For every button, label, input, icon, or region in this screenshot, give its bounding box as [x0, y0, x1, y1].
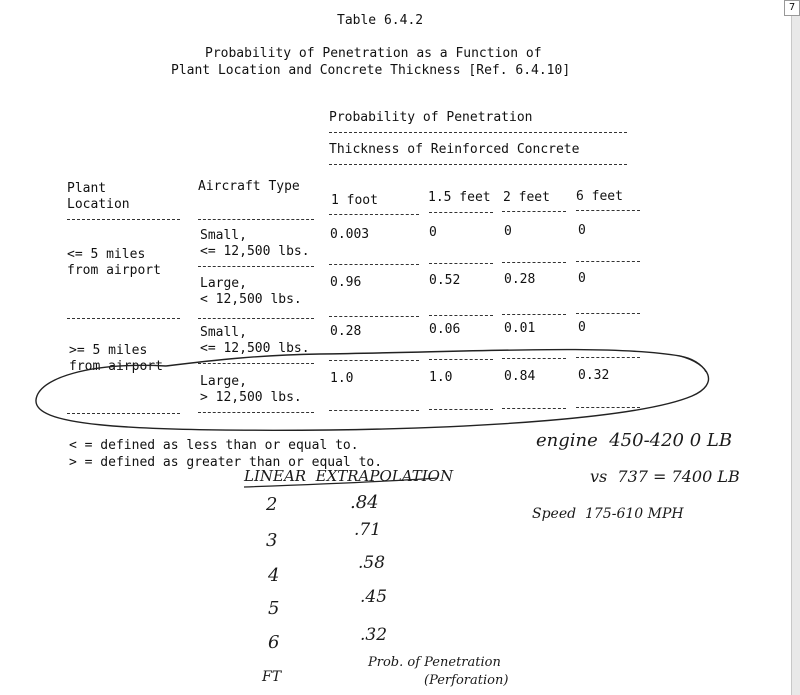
col-thickness-1: 1 foot	[331, 193, 378, 208]
col-location-line1: Plant	[67, 181, 107, 196]
page-number: 7	[784, 0, 800, 16]
extrap-ft: 5	[268, 598, 280, 619]
location-line1: >= 5 miles	[69, 343, 148, 358]
footnote-1: < = defined as less than or equal to.	[69, 438, 359, 453]
location-line2: from airport	[69, 359, 163, 374]
note-vs: vs 737 = 7400 LB	[590, 467, 740, 486]
cell-value: 0	[578, 320, 586, 335]
prob-label-line2: (Perforation)	[424, 673, 509, 688]
aircraft-type-line2: > 12,500 lbs.	[200, 390, 302, 405]
aircraft-type-line2: < 12,500 lbs.	[200, 292, 302, 307]
aircraft-type-line1: Large,	[200, 276, 247, 291]
extrap-ft: 4	[268, 565, 280, 586]
note-speed: Speed 175-610 MPH	[532, 506, 684, 522]
extrap-title: LINEAR EXTRAPOLATION	[244, 467, 454, 485]
prob-label-line1: Prob. of Penetration	[368, 655, 501, 670]
col-thickness-4: 6 feet	[576, 189, 623, 204]
footnote-2: > = defined as greater than or equal to.	[69, 455, 383, 470]
cell-value: 0.84	[504, 369, 536, 384]
location-line1: <= 5 miles	[67, 247, 146, 262]
table-title-line2: Plant Location and Concrete Thickness [Ref. 6.4.10]	[171, 63, 571, 78]
cell-value: 0.01	[504, 321, 536, 336]
aircraft-type-line2: <= 12,500 lbs.	[200, 341, 310, 356]
extrap-prob: .58	[358, 553, 386, 573]
location-line2: from airport	[67, 263, 161, 278]
extrap-ft: 6	[268, 632, 280, 653]
cell-value: 0	[504, 224, 512, 239]
cell-value: 0	[578, 271, 586, 286]
col-aircraft: Aircraft Type	[198, 179, 300, 194]
aircraft-type-line1: Small,	[200, 228, 247, 243]
group-header: Probability of Penetration	[329, 110, 533, 125]
cell-value: 0.32	[578, 368, 610, 383]
subgroup-header: Thickness of Reinforced Concrete	[329, 142, 580, 157]
table-label: Table 6.4.2	[337, 13, 424, 28]
extrap-ft: 3	[266, 530, 278, 551]
extrap-prob: .84	[350, 492, 379, 513]
col-thickness-2: 1.5 feet	[428, 190, 491, 205]
table-title-line1: Probability of Penetration as a Function of	[205, 46, 542, 61]
extrap-ft: 2	[266, 494, 278, 515]
col-location-line2: Location	[67, 197, 130, 212]
cell-value: 0.96	[330, 275, 362, 290]
col-thickness-3: 2 feet	[503, 190, 550, 205]
cell-value: 0.52	[429, 273, 461, 288]
cell-value: 0.003	[330, 227, 370, 242]
note-engine: engine 450-420 0 LB	[536, 430, 733, 451]
aircraft-type-line1: Large,	[200, 374, 247, 389]
extrap-prob: .71	[354, 520, 382, 540]
cell-value: 0.28	[504, 272, 536, 287]
ft-label: FT	[262, 669, 282, 685]
extrap-prob: .45	[360, 587, 388, 607]
cell-value: 1.0	[429, 370, 453, 385]
cell-value: 0	[429, 225, 437, 240]
aircraft-type-line2: <= 12,500 lbs.	[200, 244, 310, 259]
cell-value: 1.0	[330, 371, 354, 386]
aircraft-type-line1: Small,	[200, 325, 247, 340]
extrap-prob: .32	[360, 625, 388, 645]
cell-value: 0.28	[330, 324, 362, 339]
cell-value: 0	[578, 223, 586, 238]
cell-value: 0.06	[429, 322, 461, 337]
